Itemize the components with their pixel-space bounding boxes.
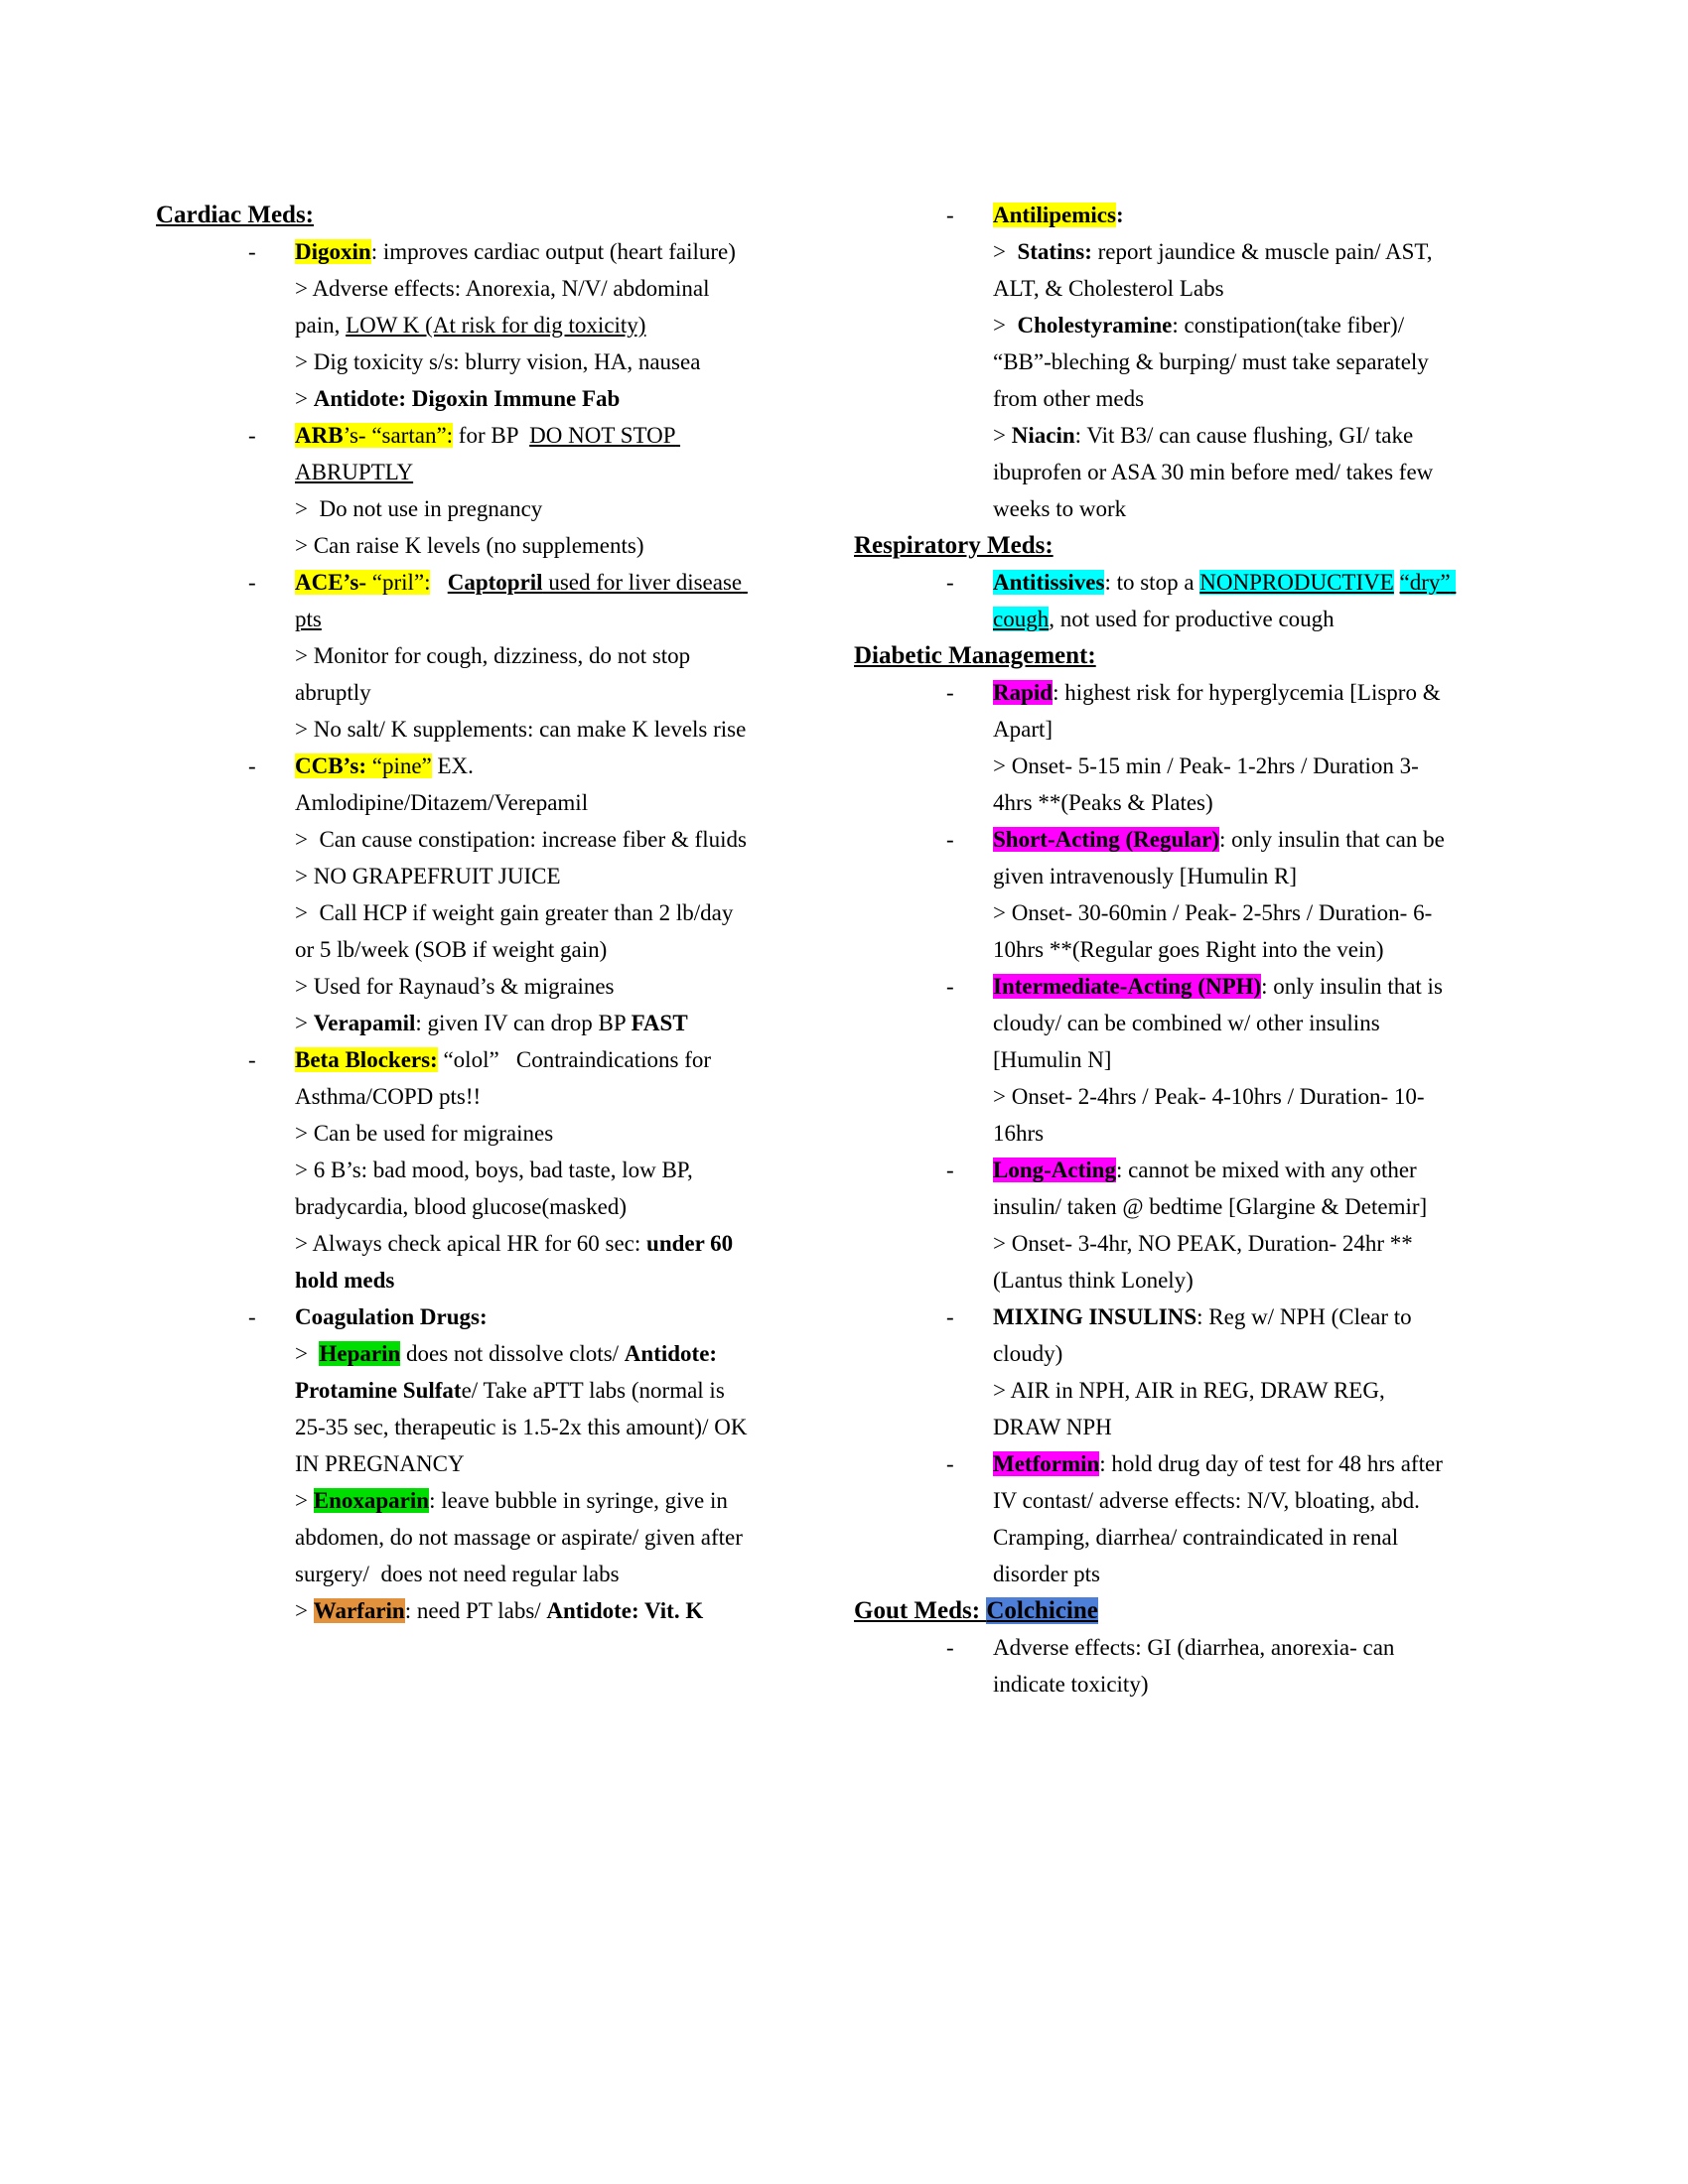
sub-item (854, 417, 1452, 527)
text-run: > NO GRAPEFRUIT JUICE (295, 864, 561, 888)
text-run: Antidote: Protamine Sulfat (295, 1341, 723, 1403)
bullet-dash: - (946, 1304, 954, 1329)
bullet-dash: - (946, 1158, 954, 1182)
highlighted-term: “dry” cough (993, 570, 1457, 631)
column-right (854, 197, 1457, 1703)
bullet-dash: - (946, 203, 954, 227)
text-run: EX. Amlodipine/Ditazem/Verepamil (295, 753, 589, 815)
sub-item (854, 1372, 1452, 1445)
section-heading (854, 1592, 1452, 1629)
text-run (1394, 570, 1400, 595)
bullet-item (854, 1152, 1452, 1225)
highlighted-term: Rapid (993, 680, 1054, 705)
text-run: > Always check apical HR for 60 sec: (295, 1231, 647, 1256)
sub-item (156, 711, 752, 748)
highlighted-term: Metformin (993, 1451, 1100, 1476)
sub-item (156, 1152, 752, 1225)
sub-item (854, 233, 1452, 307)
text-run: : highest risk for hyperglycemia [Lispro & Apart] (993, 680, 1446, 742)
bullet-item (156, 748, 752, 821)
text-run: Statins: (1017, 239, 1092, 264)
text-run: e/ Take aPTT labs (normal is 25-35 sec, therapeutic is 1.5-2x this amount)/ OK IN PREGNANCY (295, 1378, 754, 1476)
text-run: : leave bubble in syringe, give in abdomen, do not massage or aspirate/ given after surgery/ does not need regular labs (295, 1488, 749, 1586)
highlighted-term: “pine” (365, 753, 432, 778)
bullet-item (854, 197, 1452, 233)
text-run: : only insulin that can be given intravenously [Humulin R] (993, 827, 1451, 888)
text-run: > (295, 1488, 314, 1513)
text-run: > (993, 313, 1018, 338)
sub-item (156, 968, 752, 1005)
sub-item (156, 894, 752, 968)
bullet-item (156, 417, 752, 490)
text-run: > (295, 386, 314, 411)
bullet-dash: - (946, 570, 954, 595)
sub-item (156, 858, 752, 894)
bullet-item (156, 233, 752, 270)
highlighted-term: Heparin (319, 1341, 401, 1366)
highlighted-term: Warfarin (313, 1598, 405, 1623)
sub-item (854, 1078, 1452, 1152)
text-run: > Do not use in pregnancy (295, 496, 543, 521)
bullet-dash: - (946, 1451, 954, 1476)
text-run: : improves cardiac output (heart failure) (370, 239, 736, 264)
text-run: FAST (631, 1011, 688, 1035)
bullet-dash: - (946, 974, 954, 999)
sub-item (156, 490, 752, 527)
sub-item (156, 1335, 752, 1482)
text-run: Respiratory Meds: (854, 532, 1054, 559)
text-run: > Can raise K levels (no supplements) (295, 533, 644, 558)
text-run: : to stop a (1104, 570, 1200, 595)
sub-item (854, 307, 1452, 417)
text-run: , not used for productive cough (1049, 607, 1335, 631)
bullet-dash: - (946, 827, 954, 852)
text-run: > Onset- 30-60min / Peak- 2-5hrs / Duration- 6-10hrs **(Regular goes Right into the vein) (993, 900, 1433, 962)
bullet-dash: - (248, 1047, 256, 1072)
sub-item (156, 1225, 752, 1298)
text-run: : given IV can drop BP (415, 1011, 632, 1035)
text-run: MIXING INSULINS (993, 1304, 1197, 1329)
text-run: Captopril (447, 570, 543, 595)
text-run: “olol” Contraindications for Asthma/COPD pts!! (295, 1047, 716, 1109)
section-heading (854, 527, 1452, 564)
text-run: : only insulin that is cloudy/ can be combined w/ other insulins [Humulin N] (993, 974, 1449, 1072)
bullet-dash: - (248, 239, 256, 264)
text-run: Gout Meds: (854, 1597, 987, 1624)
text-run: > (295, 1341, 320, 1366)
highlighted-term: ’s- “sartan”: (343, 423, 454, 448)
highlighted-term: Colchicine (986, 1597, 1098, 1624)
sub-item (156, 821, 752, 858)
sub-item (156, 637, 752, 711)
text-run: Antidote: Vit. K (546, 1598, 704, 1623)
sub-item (156, 527, 752, 564)
highlighted-term: Antilipemics (993, 203, 1116, 227)
sub-item (156, 1482, 752, 1592)
highlighted-term: “pril”: (371, 570, 431, 595)
highlighted-term: ACE’s- (295, 570, 372, 595)
text-run: > Call HCP if weight gain greater than 2 lb/day or 5 lb/week (SOB if weight gain) (295, 900, 740, 962)
text-run: > (295, 1598, 314, 1623)
text-run: under 60 hold meds (295, 1231, 739, 1293)
text-run: > Can cause constipation: increase fiber & fluids (295, 827, 747, 852)
column-left (156, 197, 752, 1629)
bullet-item (854, 821, 1452, 894)
bullet-item (156, 564, 752, 637)
text-run: > Used for Raynaud’s & migraines (295, 974, 615, 999)
text-run: > Onset- 3-4hr, NO PEAK, Duration- 24hr **(Lantus think Lonely) (993, 1231, 1413, 1293)
text-run: : cannot be mixed with any other insulin/ taken @ bedtime [Glargine & Detemir] (993, 1158, 1428, 1219)
bullet-dash: - (248, 570, 256, 595)
bullet-dash: - (946, 680, 954, 705)
text-run: > Onset- 5-15 min / Peak- 1-2hrs / Duration 3-4hrs **(Peaks & Plates) (993, 753, 1419, 815)
bullet-item (854, 968, 1452, 1078)
sub-item (156, 1115, 752, 1152)
text-run: : need PT labs/ (404, 1598, 547, 1623)
sub-item (156, 1592, 752, 1629)
sub-item (156, 343, 752, 380)
sub-item (854, 1225, 1452, 1298)
highlighted-term: CCB’s: (295, 753, 366, 778)
text-run: does not dissolve clots/ (400, 1341, 625, 1366)
text-run: > (993, 423, 1012, 448)
text-run: : (1115, 203, 1124, 227)
text-run: DO NOT STOP ABRUPTLY (295, 423, 681, 484)
section-heading (854, 637, 1452, 674)
text-run: Cardiac Meds: (156, 202, 314, 228)
text-run: Diabetic Management: (854, 642, 1096, 669)
text-run: Coagulation Drugs: (295, 1304, 488, 1329)
text-run: > Monitor for cough, dizziness, do not stop abruptly (295, 643, 696, 705)
text-run: Niacin (1011, 423, 1075, 448)
sub-item (156, 270, 752, 343)
text-run: Antidote: Digoxin Immune Fab (313, 386, 621, 411)
text-run: used for liver disease pts (295, 570, 748, 631)
highlighted-term: Short-Acting (Regular) (993, 827, 1220, 852)
text-run: > Dig toxicity s/s: blurry vision, HA, nausea (295, 349, 701, 374)
text-run: : Vit B3/ can cause flushing, GI/ take ibuprofen or ASA 30 min before med/ takes few weeks to work (993, 423, 1440, 521)
sub-item (854, 894, 1452, 968)
bullet-dash: - (248, 423, 256, 448)
text-run: for BP (453, 423, 530, 448)
sub-item (854, 748, 1452, 821)
text-run: LOW K (At risk for dig toxicity) (346, 313, 646, 338)
highlighted-term: Antitissives (993, 570, 1105, 595)
highlighted-term: Long-Acting (993, 1158, 1116, 1182)
bullet-dash: - (946, 1635, 954, 1660)
section-heading (156, 197, 752, 233)
highlighted-term: Beta Blockers: (295, 1047, 438, 1072)
text-run: > Adverse effects: Anorexia, N/V/ abdominal pain, (295, 276, 716, 338)
bullet-item (854, 1629, 1452, 1703)
bullet-item (854, 674, 1452, 748)
text-run: > (993, 239, 1018, 264)
bullet-item (156, 1041, 752, 1115)
text-run: > AIR in NPH, AIR in REG, DRAW REG, DRAW NPH (993, 1378, 1391, 1439)
bullet-dash: - (248, 1304, 256, 1329)
highlighted-term: NONPRODUCTIVE (1199, 570, 1394, 595)
bullet-dash: - (248, 753, 256, 778)
text-run: Cholestyramine (1017, 313, 1173, 338)
text-run: : constipation(take fiber)/ “BB”-bleching & burping/ must take separately from other meds (993, 313, 1435, 411)
text-run: > (295, 1011, 314, 1035)
text-run: Adverse effects: GI (diarrhea, anorexia- can indicate toxicity) (993, 1635, 1401, 1697)
text-run: > Onset- 2-4hrs / Peak- 4-10hrs / Duration- 10-16hrs (993, 1084, 1425, 1146)
text-run (430, 570, 447, 595)
text-run: > No salt/ K supplements: can make K levels rise (295, 717, 747, 742)
bullet-item (854, 1445, 1452, 1592)
highlighted-term: ARB (295, 423, 344, 448)
highlighted-term: Digoxin (295, 239, 371, 264)
sub-item (156, 1005, 752, 1041)
highlighted-term: Intermediate-Acting (NPH) (993, 974, 1262, 999)
text-run: > 6 B’s: bad mood, boys, bad taste, low BP, bradycardia, blood glucose(masked) (295, 1158, 699, 1219)
text-run: Verapamil (313, 1011, 416, 1035)
text-run: report jaundice & muscle pain/ AST, ALT, & Cholesterol Labs (993, 239, 1437, 301)
text-run: > Can be used for migraines (295, 1121, 554, 1146)
sub-item (156, 380, 752, 417)
highlighted-term: Enoxaparin (313, 1488, 430, 1513)
text-run: : hold drug day of test for 48 hrs after IV contast/ adverse effects: N/V, bloating, abd. Cramping, diarrhea/ contraindicated in renal disorder pts (993, 1451, 1449, 1586)
text-run: : Reg w/ NPH (Clear to cloudy) (993, 1304, 1418, 1366)
bullet-item (854, 564, 1457, 637)
bullet-item (854, 1298, 1452, 1372)
bullet-item (156, 1298, 752, 1335)
